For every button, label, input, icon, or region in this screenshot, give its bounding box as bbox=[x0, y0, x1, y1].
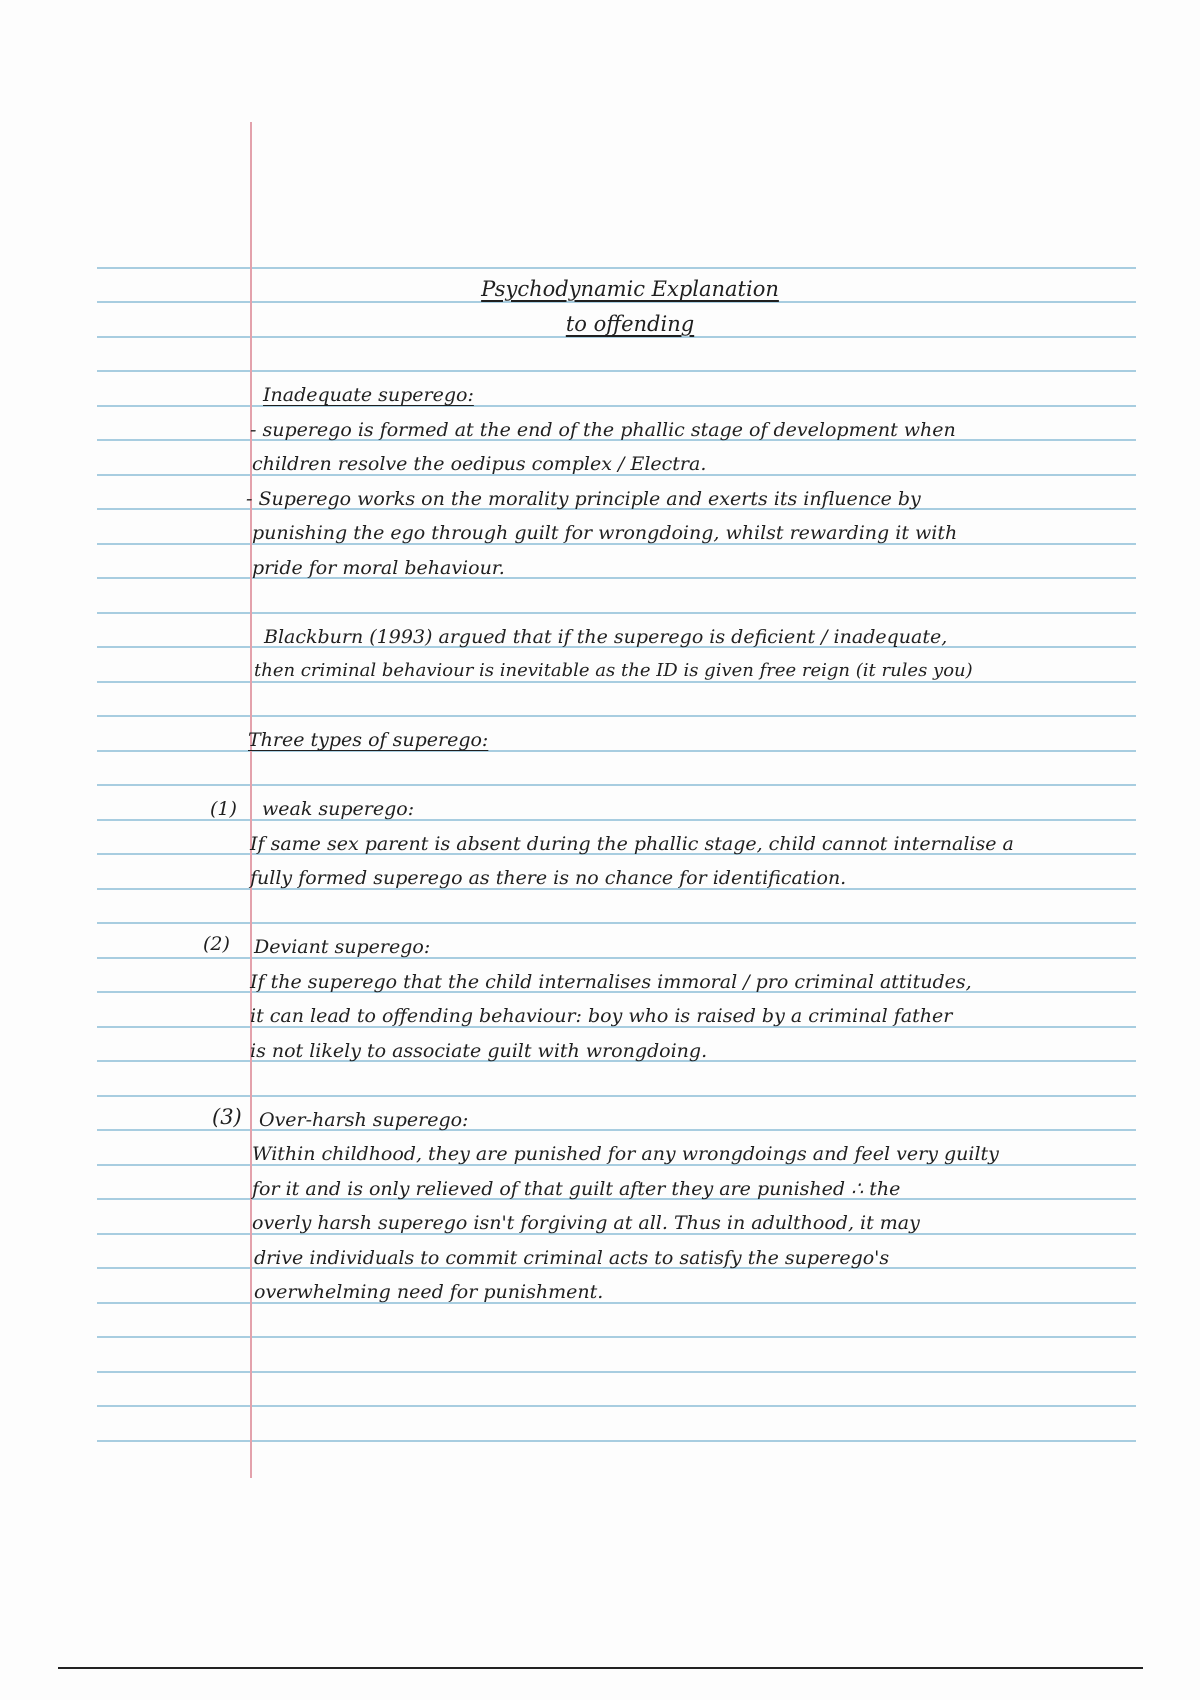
type-line: is not likely to associate guilt with wrongdoing. bbox=[250, 1040, 708, 1062]
ruled-line bbox=[97, 1440, 1136, 1442]
ruled-line bbox=[97, 336, 1136, 338]
type-line: overwhelming need for punishment. bbox=[254, 1281, 604, 1303]
type-line: If the superego that the child internalises immoral / pro criminal attitudes, bbox=[250, 971, 972, 993]
type-number: (1) bbox=[210, 798, 237, 820]
type-name: Deviant superego: bbox=[254, 936, 431, 958]
inadequate-line: children resolve the oedipus complex / Electra. bbox=[252, 453, 707, 475]
page-bottom-line bbox=[58, 1667, 1143, 1669]
blackburn-line: then criminal behaviour is inevitable as the ID is given free reign (it rules you) bbox=[254, 660, 973, 681]
ruled-line bbox=[97, 784, 1136, 786]
inadequate-superego-heading: Inadequate superego: bbox=[263, 384, 474, 406]
ruled-line bbox=[97, 370, 1136, 372]
type-line: fully formed superego as there is no chance for identification. bbox=[250, 867, 847, 889]
type-line: If same sex parent is absent during the phallic stage, child cannot internalise a bbox=[250, 833, 1014, 855]
inadequate-line: pride for moral behaviour. bbox=[252, 557, 505, 579]
inadequate-line: punishing the ego through guilt for wrongdoing, whilst rewarding it with bbox=[252, 522, 958, 544]
type-name: Over-harsh superego: bbox=[259, 1109, 469, 1131]
type-line: it can lead to offending behaviour: boy who is raised by a criminal father bbox=[250, 1005, 953, 1027]
type-name: weak superego: bbox=[262, 798, 415, 820]
type-line: Within childhood, they are punished for any wrongdoings and feel very guilty bbox=[252, 1143, 999, 1165]
type-number: (3) bbox=[212, 1105, 242, 1129]
ruled-line bbox=[97, 922, 1136, 924]
ruled-line bbox=[97, 1129, 1136, 1131]
ruled-line bbox=[97, 405, 1136, 407]
margin-line bbox=[250, 122, 252, 1478]
ruled-line bbox=[97, 715, 1136, 717]
page-title: Psychodynamic Explanation bbox=[481, 277, 779, 301]
type-number: (2) bbox=[203, 933, 230, 955]
ruled-line bbox=[97, 301, 1136, 303]
ruled-line bbox=[97, 1302, 1136, 1304]
blackburn-line: Blackburn (1993) argued that if the superego is deficient / inadequate, bbox=[264, 626, 948, 648]
page-subtitle: to offending bbox=[565, 312, 695, 336]
type-line: for it and is only relieved of that guilt after they are punished ∴ the bbox=[252, 1178, 901, 1200]
types-heading: Three types of superego: bbox=[248, 729, 489, 751]
inadequate-line: - Superego works on the morality principle and exerts its influence by bbox=[246, 488, 921, 510]
ruled-line bbox=[97, 612, 1136, 614]
ruled-line bbox=[97, 1095, 1136, 1097]
ruled-line bbox=[97, 819, 1136, 821]
ruled-line bbox=[97, 267, 1136, 269]
ruled-line bbox=[97, 1336, 1136, 1338]
type-line: drive individuals to commit criminal acts to satisfy the superego's bbox=[254, 1247, 890, 1269]
ruled-line bbox=[97, 1371, 1136, 1373]
ruled-line bbox=[97, 1405, 1136, 1407]
ruled-line bbox=[97, 957, 1136, 959]
inadequate-line: - superego is formed at the end of the phallic stage of development when bbox=[250, 419, 956, 441]
type-line: overly harsh superego isn't forgiving at all. Thus in adulthood, it may bbox=[252, 1212, 920, 1234]
